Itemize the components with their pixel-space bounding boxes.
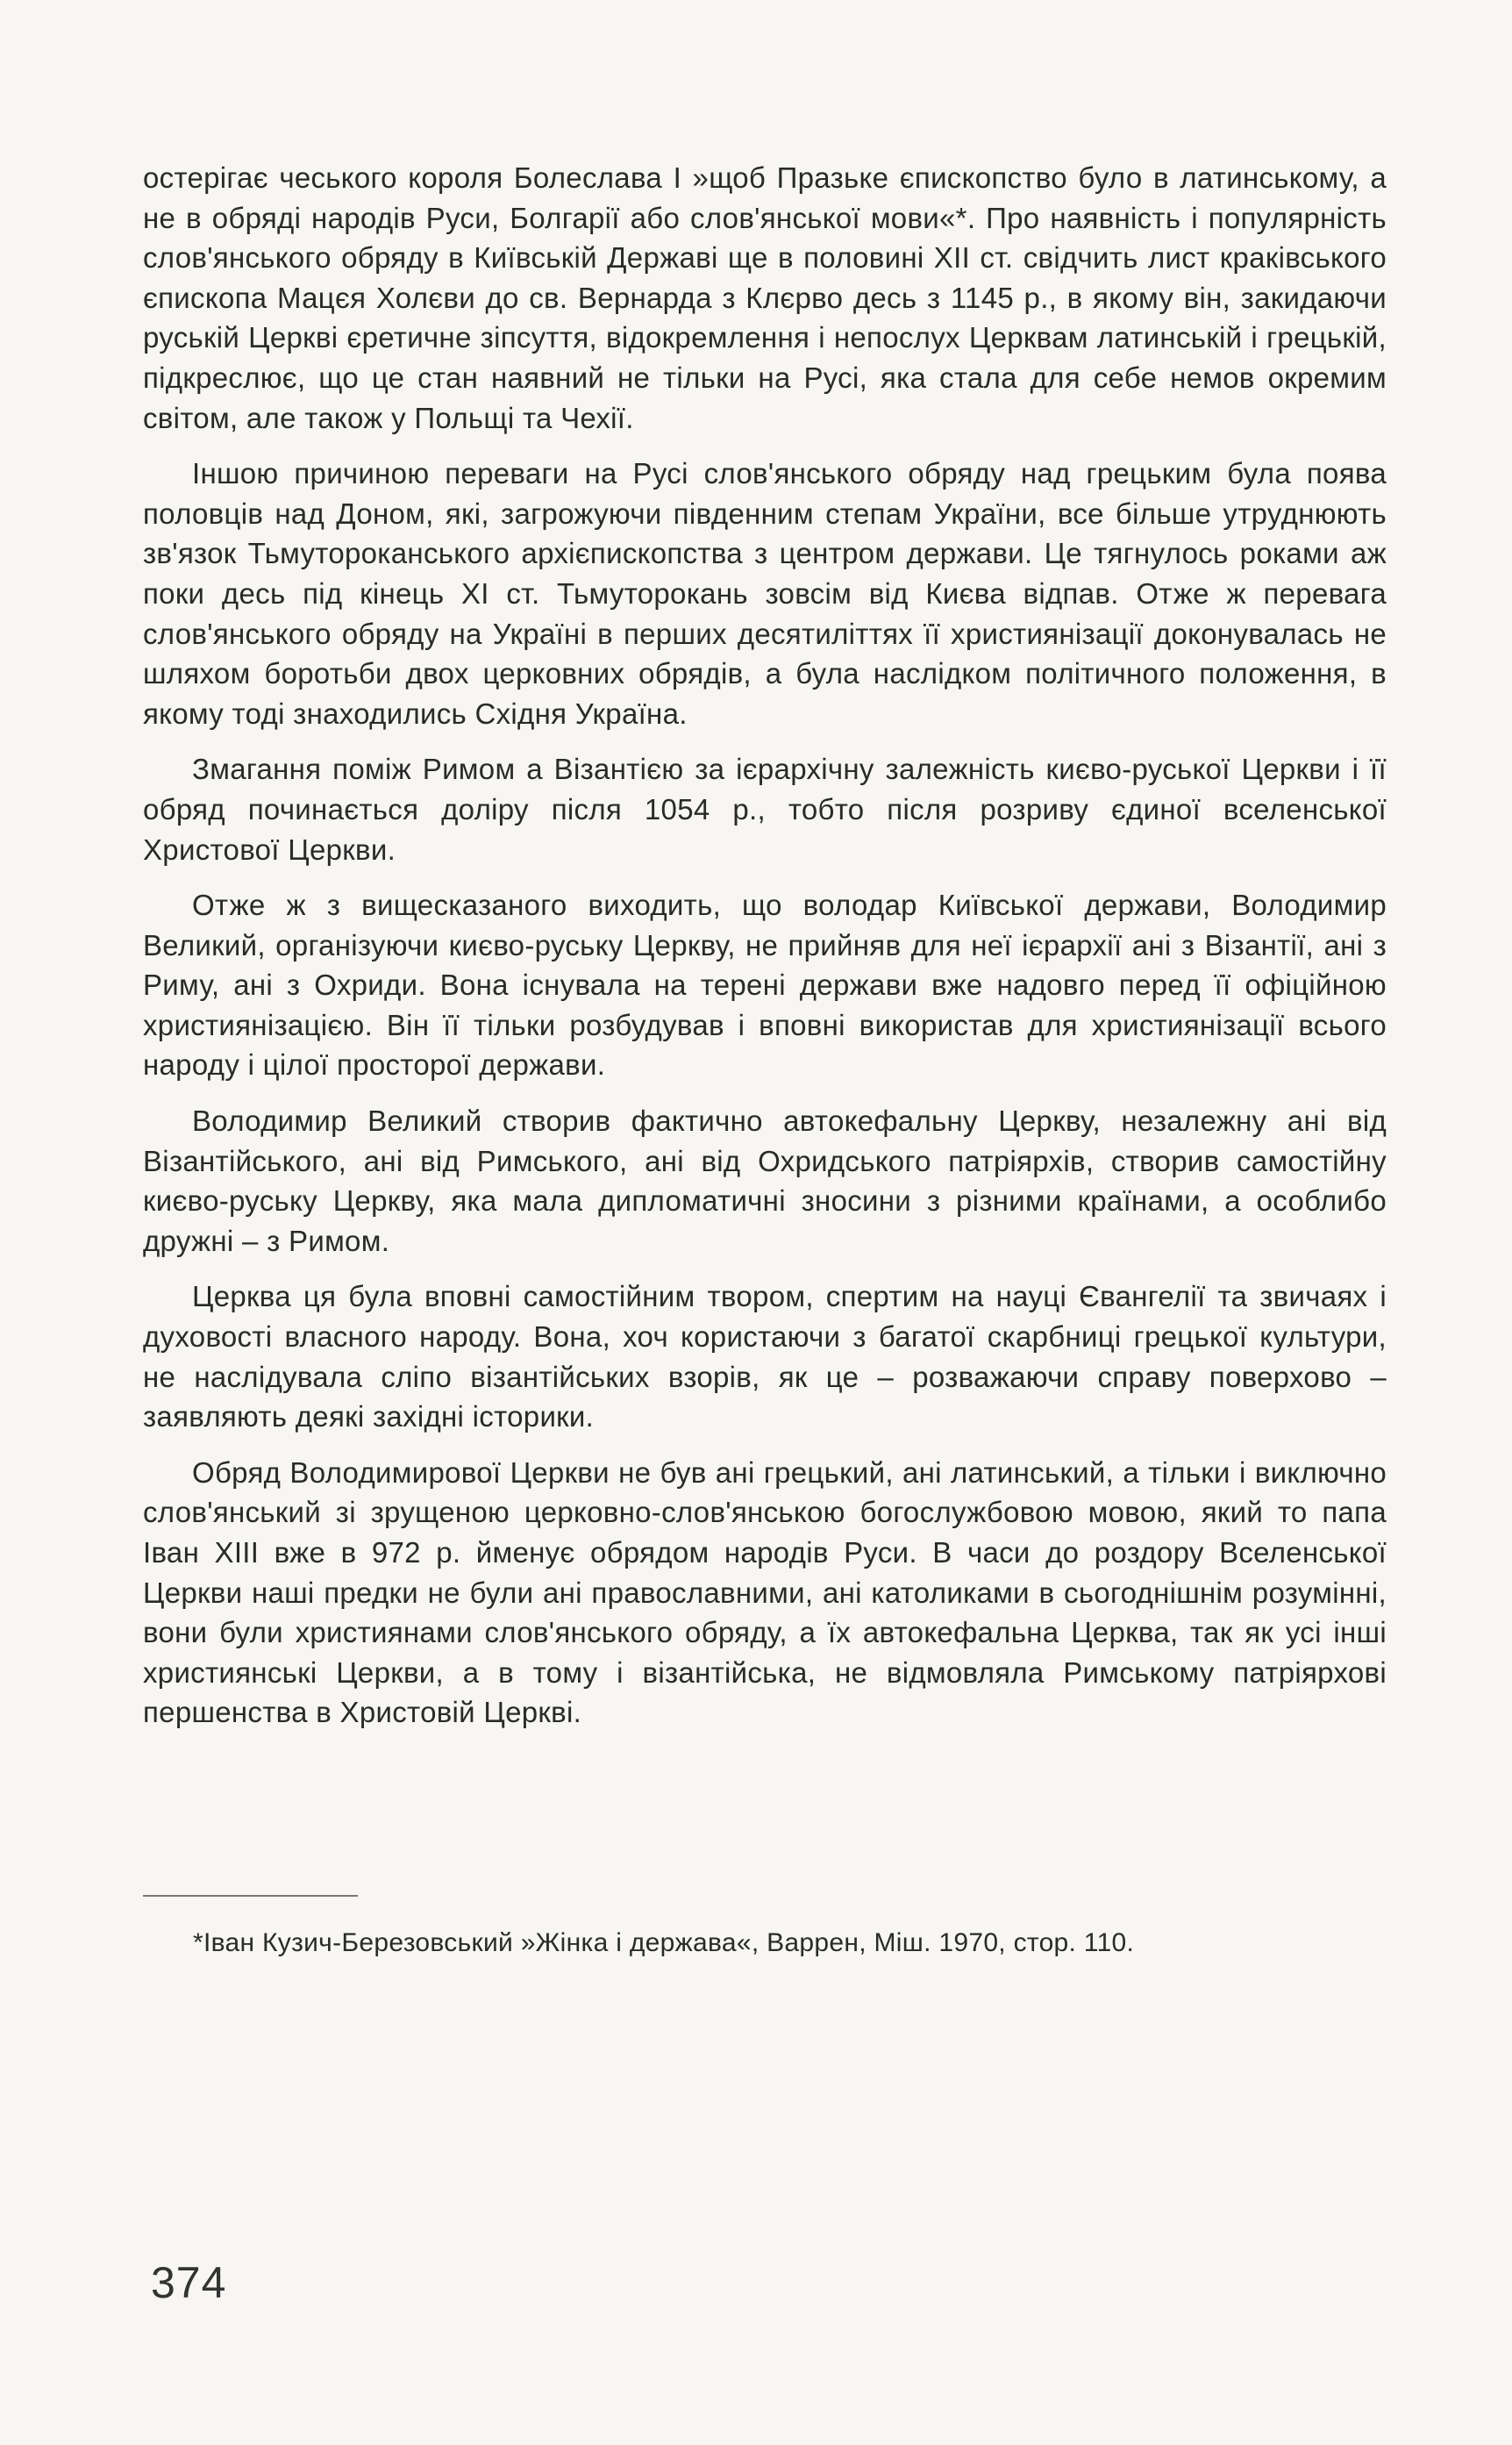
- paragraph-3: Змагання поміж Римом а Візантією за ієрархічну залежність києво-руської Церкви і її обряд починається доліру після 1054 р., тобто після розриву єдиної вселенської Христової Церкви.: [143, 753, 1387, 866]
- paragraph-1: остерігає чеського короля Болеслава I »щоб Празьке єпископство було в латинському, а не в обряді народів Руси, Болгарії або слов'янської мови«*. Про наявність і популярність слов'янського обряду в Київській Державі ще в половині XII ст. свідчить лист краківського єпископа Мацєя Холєви до св. Вернарда з Клєрво десь з 1145 р., в якому він, закидаючи руській Церкві єретичне зіпсуття, відокремлення і непослух Церквам латинській і грецькій, підкреслює, що це стан наявний не тільки на Русі, яка стала для себе немов окремим світом, але також у Польщі та Чехії.: [143, 161, 1387, 434]
- body-text: [143, 158, 1387, 1748]
- footnote-divider: [143, 1895, 358, 1897]
- paragraph-5: Володимир Великий створив фактично автокефальну Церкву, незалежну ані від Візантійського, ані від Римського, ані від Охридського патріярхів, створив самостійну києво-руську Церкву, яка мала дипломатичні зносини з різними країнами, а особлибо дружні – з Римом.: [143, 1105, 1387, 1257]
- paragraph-2: Іншою причиною переваги на Русі слов'янського обряду над грецьким була поява половців над Доном, які, загрожуючи південним степам України, все більше утруднюють зв'язок Тьмутороканського архієпископства з центром держави. Це тягнулось роками аж поки десь під кінець XI ст. Тьмуторокань зовсім від Києва відпав. Отже ж перевага слов'янського обряду на Україні в перших десятиліттях її християнізації доконувалась не шляхом боротьби двох церковних обрядів, а була наслідком політичного положення, в якому тоді знаходились Східня Україна.: [143, 457, 1387, 730]
- page-number: 374: [151, 2258, 227, 2307]
- paragraph-7: Обряд Володимирової Церкви не був ані грецький, ані латинський, а тільки і виключно слов'янський зі зрущеною церковно-слов'янською богослужбовою мовою, який то папа Іван XIII вже в 972 р. йменує обрядом народів Руси. В часи до роздору Вселенської Церкви наші предки не були ані православними, ані католиками в сьогоднішнім розумінні, вони були християнами слов'янського обряду, а їх автокефальна Церква, так як усі інші християнські Церкви, а в тому і візантійська, не відмовляла Римському патріярхові першенства в Христовій Церкві.: [143, 1455, 1387, 1729]
- footnote: *Іван Кузич-Березовський »Жінка і держава«, Варрен, Міш. 1970, стор. 110.: [193, 1928, 1135, 1957]
- paragraph-6: Церква ця була вповні самостійним твором, спертим на науці Євангелії та звичаях і духовості власного народу. Вона, хоч користаючи з багатої скарбниці грецької культури, не наслідувала сліпо візантійських взорів, як це – розважаючи справу поверхово – заявляють деякі західні історики.: [143, 1280, 1387, 1433]
- paragraph-4: Отже ж з вищесказаного виходить, що володар Київської держави, Володимир Великий, організуючи києво-руську Церкву, не прийняв для неї ієрархії ані з Візантії, ані з Риму, ані з Охриди. Вона існувала на терені держави вже надовго перед її офіційною християнізацією. Він її тільки розбудував і вповні використав для християнізації всього народу і цілої просторої держави.: [143, 889, 1387, 1082]
